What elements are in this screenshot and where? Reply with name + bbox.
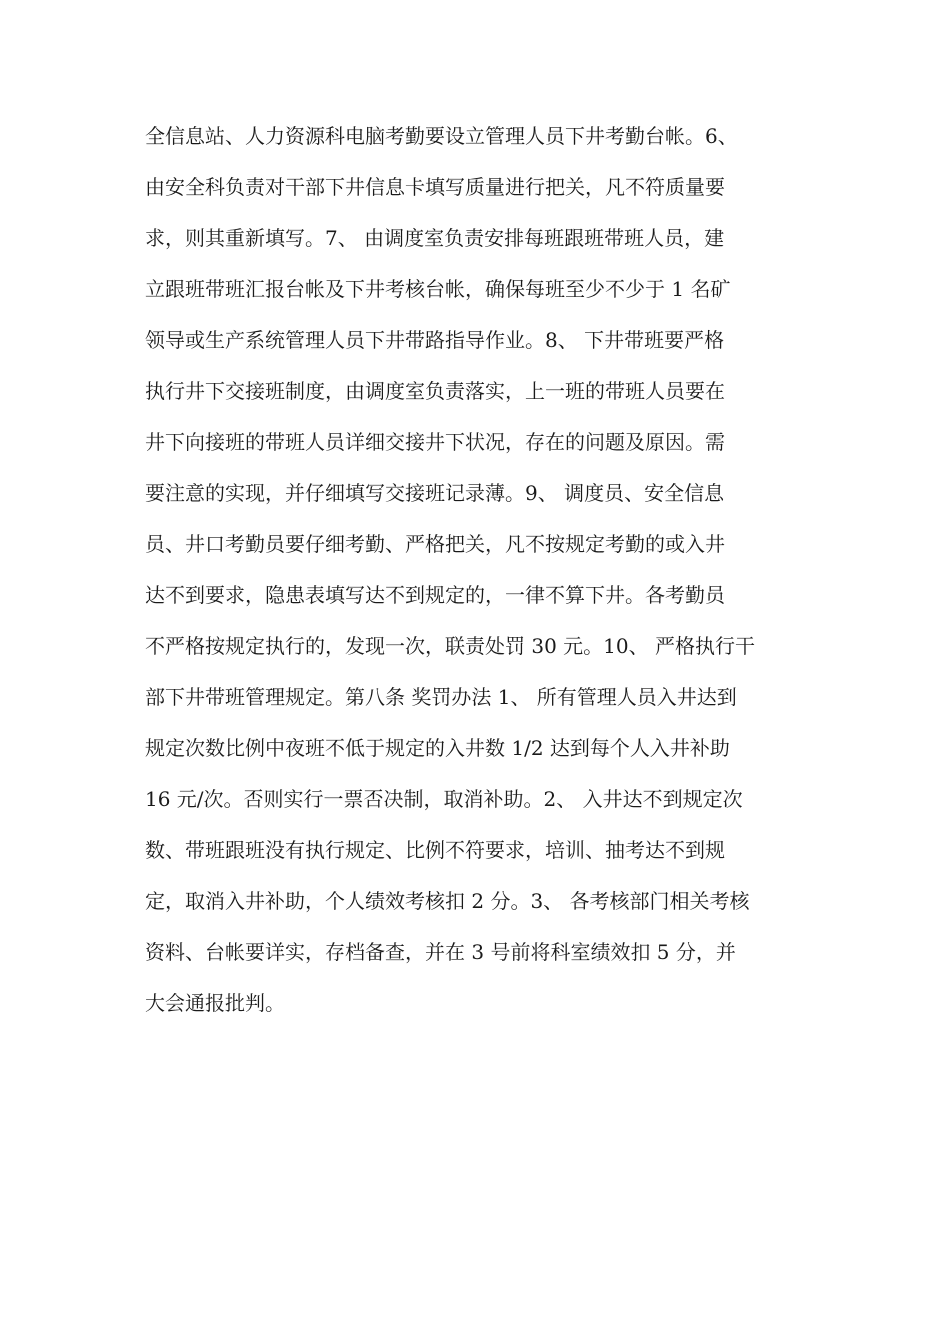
- text-line: 由安全科负责对干部下井信息卡填写质量进行把关，凡不符质量要: [145, 175, 725, 199]
- text-line: 立跟班带班汇报台帐及下井考核台帐，确保每班至少不少于 1 名矿: [145, 277, 731, 301]
- text-line: 井下向接班的带班人员详细交接井下状况，存在的问题及原因。需: [145, 430, 725, 454]
- text-line: 16 元/次。否则实行一票否决制，取消补助。2、 入井达不到规定次: [145, 787, 743, 811]
- body-text: [145, 116, 815, 1034]
- text-line: 规定次数比例中夜班不低于规定的入井数 1/2 达到每个人入井补助: [145, 736, 730, 760]
- text-line: 达不到要求，隐患表填写达不到规定的，一律不算下井。各考勤员: [145, 583, 725, 607]
- text-line: 执行井下交接班制度，由调度室负责落实，上一班的带班人员要在: [145, 379, 725, 403]
- text-line: 全信息站、人力资源科电脑考勤要设立管理人员下井考勤台帐。6、: [145, 124, 738, 148]
- text-line: 求，则其重新填写。7、 由调度室负责安排每班跟班带班人员，建: [145, 226, 725, 250]
- text-line: 部下井带班管理规定。第八条 奖罚办法 1、 所有管理人员入井达到: [145, 685, 737, 709]
- text-line: 不严格按规定执行的，发现一次，联责处罚 30 元。10、 严格执行干: [145, 634, 755, 658]
- text-line: 数、带班跟班没有执行规定、比例不符要求，培训、抽考达不到规: [145, 838, 725, 862]
- text-line: 定，取消入井补助，个人绩效考核扣 2 分。3、 各考核部门相关考核: [145, 889, 750, 913]
- text-line: 员、井口考勤员要仔细考勤、严格把关，凡不按规定考勤的或入井: [145, 532, 725, 556]
- text-line: 领导或生产系统管理人员下井带路指导作业。8、 下井带班要严格: [145, 328, 725, 352]
- text-line: 资料、台帐要详实，存档备查，并在 3 号前将科室绩效扣 5 分，并: [145, 940, 736, 964]
- text-line: 要注意的实现，并仔细填写交接班记录薄。9、 调度员、安全信息: [145, 481, 725, 505]
- text-line: 大会通报批判。: [145, 991, 285, 1015]
